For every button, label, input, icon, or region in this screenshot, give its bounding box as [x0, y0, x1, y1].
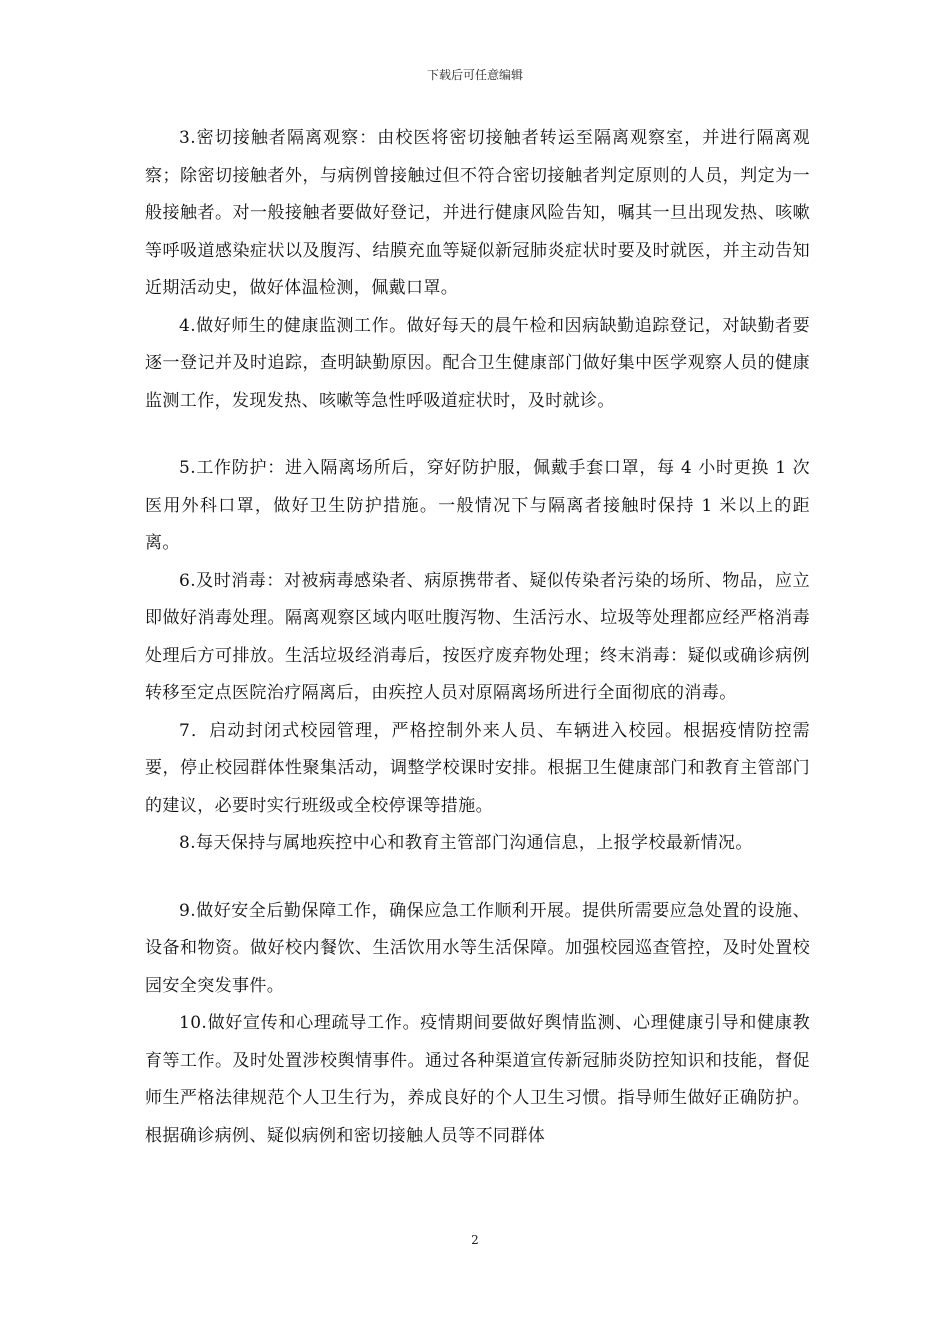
paragraph-8: 8.每天保持与属地疾控中心和教育主管部门沟通信息，上报学校最新情况。 — [179, 833, 753, 853]
paragraph-10: 10.做好宣传和心理疏导工作。疫情期间要做好舆情监测、心理健康引导和健康教育等工作。及时处置涉校舆情事件。通过各种渠道宣传新冠肺炎防控知识和技能，督促师生严格法律规范个人卫生行为，养成良好的个人卫生习惯。指导师生做好正确防护。根据确诊病例、疑似病例和密切接触人员等不同群体 — [145, 1013, 810, 1146]
paragraph-5: 5.工作防护：进入隔离场所后，穿好防护服，佩戴手套口罩，每 4 小时更换 1 次医用外科口罩，做好卫生防护措施。一般情况下与隔离者接触时保持 1 米以上的距离。 — [145, 458, 810, 553]
page-header: 下载后可任意编辑 — [426, 68, 523, 82]
paragraph-7: 7．启动封闭式校园管理，严格控制外来人员、车辆进入校园。根据疫情防控需要，停止校园群体性聚集活动，调整学校课时安排。根据卫生健康部门和教育主管部门的建议，必要时实行班级或全校停课等措施。 — [145, 720, 810, 816]
paragraph-3: 3.密切接触者隔离观察：由校医将密切接触者转运至隔离观察室，并进行隔离观察；除密切接触者外，与病例曾接触过但不符合密切接触者判定原则的人员，判定为一般接触者。对一般接触者要做好登记，并进行健康风险告知，嘱其一旦出现发热、咳嗽等呼吸道感染症状以及腹泻、结膜充血等疑似新冠肺炎症状时要及时就医，并主动告知近期活动史，做好体温检测，佩戴口罩。 — [145, 128, 810, 298]
paragraph-9: 9.做好安全后勤保障工作，确保应急工作顺利开展。提供所需要应急处置的设施、设备和物资。做好校内餐饮、生活饮用水等生活保障。加强校园巡查管控，及时处置校园安全突发事件。 — [145, 900, 810, 996]
page-number: 2 — [471, 1233, 479, 1247]
paragraph-4: 4.做好师生的健康监测工作。做好每天的晨午检和因病缺勤追踪登记，对缺勤者要逐一登记并及时追踪，查明缺勤原因。配合卫生健康部门做好集中医学观察人员的健康监测工作，发现发热、咳嗽等急性呼吸道症状时，及时就诊。 — [145, 315, 810, 411]
document-body — [145, 120, 810, 1155]
paragraph-6: 6.及时消毒：对被病毒感染者、病原携带者、疑似传染者污染的场所、物品，应立即做好消毒处理。隔离观察区域内呕吐腹泻物、生活污水、垃圾等处理都应经严格消毒处理后方可排放。生活垃圾经消毒后，按医疗废弃物处理；终末消毒：疑似或确诊病例转移至定点医院治疗隔离后，由疾控人员对原隔离场所进行全面彻底的消毒。 — [145, 570, 810, 703]
